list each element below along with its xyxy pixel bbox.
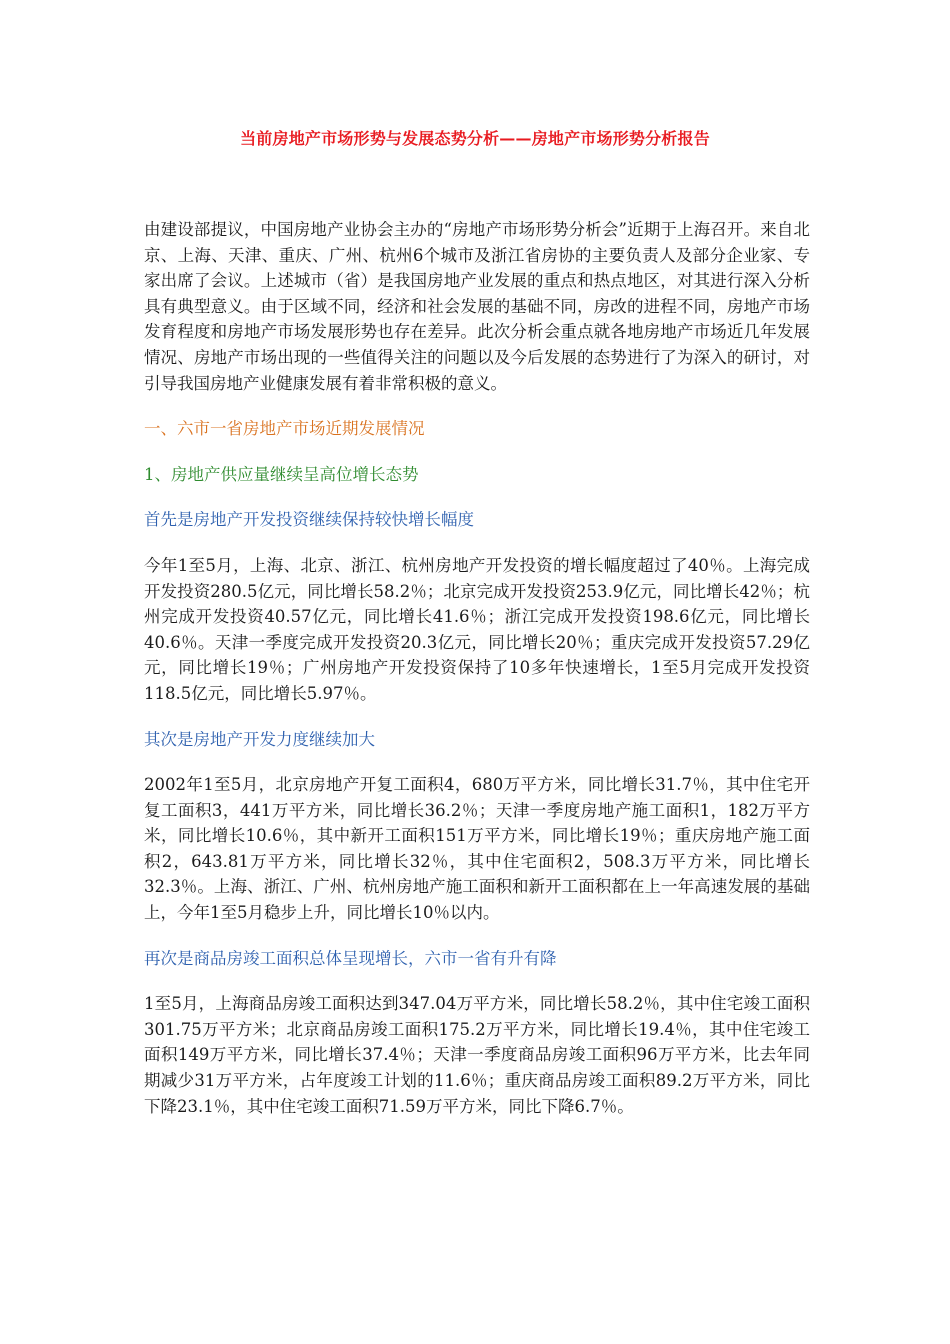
point-heading-completion: 再次是商品房竣工面积总体呈现增长，六市一省有升有降 — [144, 948, 557, 968]
point-paragraph-development: 2002年1至5月，北京房地产开复工面积4，680万平方米，同比增长31.7％，其中住宅开复工面积3，441万平方米，同比增长36.2％；天津一季度房地产施工面积1，182万平方米，同比增长10.6％，其中新开工面积151万平方米，同比增长19％；重庆房地产施工面积2，643.81万平方米，同比增长32％，其中住宅面积2，508.3万平方米，同比增长32.3％。上海、浙江、广州、杭州房地产施工面积和新开工面积都在上一年高速发展的基础上，今年1至5月稳步上升，同比增长10％以内。 — [144, 775, 810, 923]
intro-paragraph: 由建设部提议，中国房地产业协会主办的“房地产市场形势分析会”近期于上海召开。来自北京、上海、天津、重庆、广州、杭州6个城市及浙江省房协的主要负责人及部分企业家、专家出席了会议。上述城市（省）是我国房地产业发展的重点和热点地区，对其进行深入分析具有典型意义。由于区域不同，经济和社会发展的基础不同，房改的进程不同，房地产市场发育程度和房地产市场发展形势也存在差异。此次分析会重点就各地房地产市场近几年发展情况、房地产市场出现的一些值得关注的问题以及今后发展的态势进行了为深入的研讨，对引导我国房地产业健康发展有着非常积极的意义。 — [144, 220, 810, 393]
document-title: 当前房地产市场形势与发展态势分析——房地产市场形势分析报告 — [240, 129, 710, 148]
point-paragraph-completion: 1至5月，上海商品房竣工面积达到347.04万平方米，同比增长58.2％，其中住宅竣工面积301.75万平方米；北京商品房竣工面积175.2万平方米，同比增长19.4％，其中住宅竣工面积149万平方米，同比增长37.4％；天津一季度商品房竣工面积96万平方米，比去年同期减少31万平方米，占年度竣工计划的11.6％；重庆商品房竣工面积89.2万平方米，同比下降23.1％，其中住宅竣工面积71.59万平方米，同比下降6.7％。 — [144, 994, 810, 1116]
point-heading-investment: 首先是房地产开发投资继续保持较快增长幅度 — [144, 510, 474, 530]
section-heading: 一、六市一省房地产市场近期发展情况 — [144, 419, 425, 439]
point-paragraph-investment: 今年1至5月，上海、北京、浙江、杭州房地产开发投资的增长幅度超过了40％。上海完成开发投资280.5亿元，同比增长58.2％；北京完成开发投资253.9亿元，同比增长42％；杭州完成开发投资40.57亿元，同比增长41.6％；浙江完成开发投资198.6亿元，同比增长40.6％。天津一季度完成开发投资20.3亿元，同比增长20％；重庆完成开发投资57.29亿元，同比增长19％；广州房地产开发投资保持了10多年快速增长，1至5月完成开发投资118.5亿元，同比增长5.97％。 — [144, 555, 810, 703]
subsection-heading: 1、房地产供应量继续呈高位增长态势 — [144, 464, 419, 484]
document-body — [144, 217, 810, 1139]
point-heading-development: 其次是房地产开发力度继续加大 — [144, 729, 375, 749]
